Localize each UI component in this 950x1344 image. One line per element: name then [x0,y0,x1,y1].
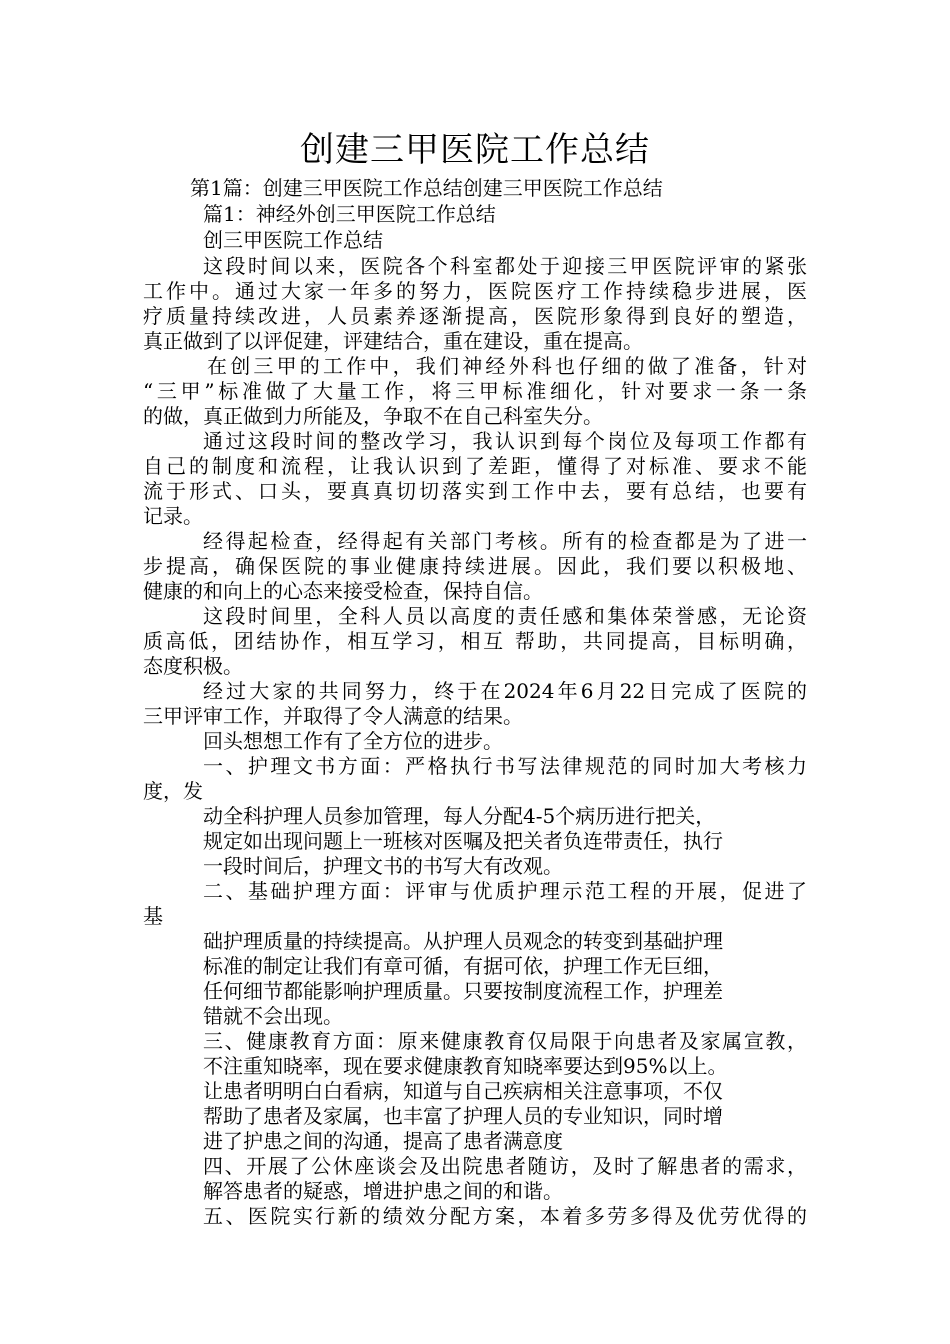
section-heading: 篇1：神经外创三甲医院工作总结 [203,202,496,226]
paragraph-line: 自己的制度和流程，让我认识到了差距，懂得了对标准、要求不能 [143,454,807,478]
paragraph-line: 真正做到了以评促建，评建结合，重在建设，重在提高。 [143,329,643,353]
paragraph-line: 步提高，确保医院的事业健康持续进展。因此，我们要以积极地、 [143,554,807,578]
paragraph-line: 动全科护理人员参加管理，每人分配4-5个病历进行把关， [203,804,716,828]
paragraph-line: 基 [143,904,163,928]
paragraph-line: 工作中。通过大家一年多的努力，医院医疗工作持续稳步进展，医 [143,279,807,303]
paragraph-line: 础护理质量的持续提高。从护理人员观念的转变到基础护理 [203,929,723,953]
paragraph-line: 一、护理文书方面：严格执行书写法律规范的同时加大考核力 [203,754,807,778]
paragraph-line: 帮助了患者及家属，也丰富了护理人员的专业知识，同时增 [203,1104,723,1128]
paragraph-line: 态度积极。 [143,654,243,678]
paragraph-line: 二、基础护理方面：评审与优质护理示范工程的开展，促进了 [203,879,807,903]
paragraph-line: 标准的制定让我们有章可循，有据可依，护理工作无巨细， [203,954,723,978]
paragraph-line: 不注重知晓率，现在要求健康教育知晓率要达到95%以上。 [203,1054,728,1078]
paragraph-line: 健康的和向上的心态来接受检查，保持自信。 [143,579,543,603]
paragraph-line: 一段时间后，护理文书的书写大有改观。 [203,854,563,878]
paragraph-line: 三甲评审工作，并取得了令人满意的结果。 [143,704,523,728]
paragraph-line: 疗质量持续改进，人员素养逐渐提高，医院形象得到良好的塑造， [143,304,807,328]
paragraph-line: 这段时间以来，医院各个科室都处于迎接三甲医院评审的紧张 [203,254,807,278]
paragraph-line: 度，发 [143,779,203,803]
paragraph-line: 任何细节都能影响护理质量。只要按制度流程工作，护理差 [203,979,723,1003]
paragraph-line: 经得起检查，经得起有关部门考核。所有的检查都是为了进一 [203,529,807,553]
paragraph-line: 规定如出现问题上一班核对医嘱及把关者负连带责任，执行 [203,829,723,853]
paragraph-line: “三甲”标准做了大量工作，将三甲标准细化，针对要求一条一条 [143,379,807,403]
paragraph-line: 回头想想工作有了全方位的进步。 [203,729,503,753]
subtitle-line: 第1篇：创建三甲医院工作总结创建三甲医院工作总结 [190,176,663,200]
paragraph-line: 质高低，团结协作，相互学习，相互 帮助，共同提高，目标明确， [143,629,807,653]
paragraph-line: 三、健康教育方面：原来健康教育仅局限于向患者及家属宣教， [203,1029,807,1053]
section-heading: 创三甲医院工作总结 [203,228,383,252]
paragraph-line: 让患者明明白白看病，知道与自己疾病相关注意事项，不仅 [203,1079,723,1103]
paragraph-line: 经过大家的共同努力，终于在2024年6月22日完成了医院的 [203,679,807,703]
paragraph-line: 这段时间里，全科人员以高度的责任感和集体荣誉感，无论资 [203,604,807,628]
paragraph-line: 通过这段时间的整改学习，我认识到每个岗位及每项工作都有 [203,429,807,453]
paragraph-line: 流于形式、口头，要真真切切落实到工作中去，要有总结，也要有 [143,479,807,503]
paragraph-line: 记录。 [143,504,203,528]
paragraph-line: 的做，真正做到力所能及，争取不在自己科室失分。 [143,404,603,428]
paragraph-line: 五、医院实行新的绩效分配方案，本着多劳多得及优劳优得的 [203,1204,807,1228]
paragraph-line: 错就不会出现。 [203,1004,343,1028]
paragraph-line: 解答患者的疑惑，增进护患之间的和谐。 [203,1179,563,1203]
paragraph-line: 四、开展了公休座谈会及出院患者随访，及时了解患者的需求， [203,1154,807,1178]
paragraph-line: 进了护患之间的沟通，提高了患者满意度 [203,1129,563,1153]
paragraph-line: 在创三甲的工作中，我们神经外科也仔细的做了准备，针对 [207,354,807,378]
document-title: 创建三甲医院工作总结 [300,130,650,170]
